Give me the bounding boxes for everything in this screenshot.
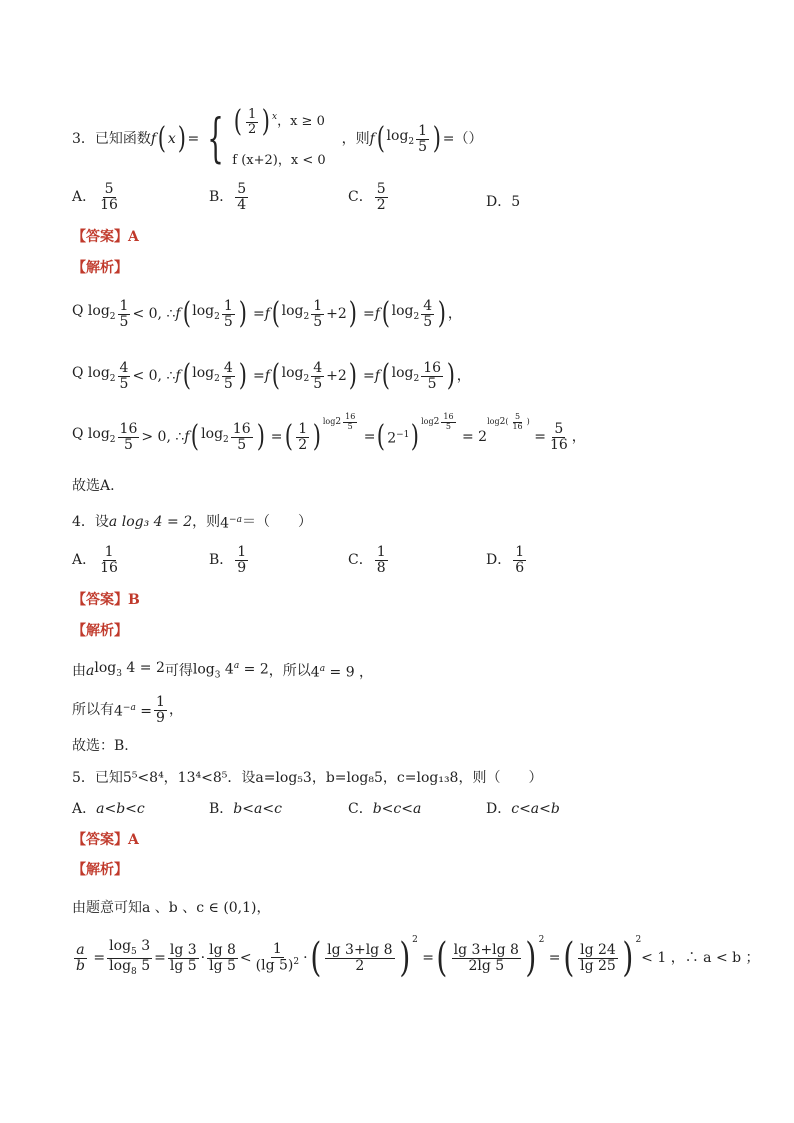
q3-step-3: Q $\log_2$ $\frac{16}{5}$ > 0, ∴ f ( $\log_2$ $\frac{16}{5}$ ) = ( $\frac{1}{2}$ ) log 2 $\frac{16}{5}$ = ( $2^{-1}$ ) log 2 $\frac{16}{5}$ = 2 log 2 ( $\frac{5}{16}$ ) = $\frac{5}{16}$ ， [72,412,586,454]
q5-analysis-label: 【解析】 [72,862,128,878]
q5-option-b[interactable]: B． b<a<c [209,801,282,817]
q4-conclusion: 故选：B. [72,738,129,754]
q4-option-a[interactable]: A． $\frac{1}{16}$ [72,544,118,576]
q4-option-b[interactable]: B． $\frac{1}{9}$ [209,544,247,576]
q3-stem: 3．已知函数 f ( x ) = { ( $\frac{1}{2}$ ) $^x$ ，x ≥ 0 f (x+2)，x < 0 ，则 f ( $\log_2$ $\frac{1}{5}$ ) = （） [72,104,483,169]
q4-step-2: 所以有 $4^{-a}$ = $\frac{1}{9}$ ， [72,693,183,726]
q4-options [72,545,722,585]
q3-analysis-label: 【解析】 [72,260,128,276]
q5-option-d[interactable]: D． c<a<b [486,801,560,817]
q5-step-2: $\frac{a}{b}$ = $\frac{\log_5 3}{\log_8 5}$ = $\frac{\lg 3}{\lg 5}$ · $\frac{\lg 8}{\lg 5}$ < $\frac{1}{(\lg 5)^2}$ · ( $\frac{\lg 3+\lg 8}{2}$ ) $^2$ = ( $\frac{\lg 3+\lg 8}{2\lg 5}$ ) $^2$ = ( $\frac{\lg 24}{\lg 25}$ ) $^2$ < 1 ，∴ a < b ； [76,935,760,981]
q5-option-c[interactable]: C． b<c<a [348,801,422,817]
q4-analysis-label: 【解析】 [72,623,128,639]
q3-option-c[interactable]: C． $\frac{5}{2}$ [348,181,386,213]
q4-stem: 4．设 a log₃ 4 = 2 ，则 $4^{-a}$ ＝（ ） [72,513,312,532]
q3-option-d[interactable]: D． 5 [486,194,521,210]
q3-step-1: Q $\log_2$ $\frac{1}{5}$ < 0, ∴ f ( $\log_2$ $\frac{1}{5}$ ) = f ( $\log_2$ $\frac{1}{5}$ +2 ) = f ( $\log_2$ $\frac{4}{5}$ ) ， [72,296,462,331]
piecewise-brace: { [207,109,225,169]
piecewise-function: ( $\frac{1}{2}$ ) $^x$ ，x ≥ 0 f (x+2)，x < 0 [232,104,326,168]
q4-step-1: 由 a $\log_3 4 = 2$ 可得 $\log_3 4^a = 2$ ，所以 $4^a = 9$ ， [72,659,374,681]
q3-step-2: Q $\log_2$ $\frac{4}{5}$ < 0, ∴ f ( $\log_2$ $\frac{4}{5}$ ) = f ( $\log_2$ $\frac{4}{5}$ +2 ) = f ( $\log_2$ $\frac{16}{5}$ ) ， [72,358,471,393]
q3-options [72,182,722,222]
q5-answer: 【答案】A [72,832,139,848]
q5-options [72,799,722,821]
q4-answer: 【答案】B [72,592,140,608]
q4-option-c[interactable]: C． $\frac{1}{8}$ [348,544,386,576]
q4-option-d[interactable]: D． $\frac{1}{6}$ [486,544,525,576]
q5-option-a[interactable]: A． a<b<c [72,801,145,817]
q3-answer: 【答案】A [72,229,139,245]
q3-stem-pre: 3．已知函数 [72,131,151,147]
q3-conclusion: 故选A. [72,478,115,494]
q3-option-b[interactable]: B． $\frac{5}{4}$ [209,181,247,213]
q3-option-a[interactable]: A． $\frac{5}{16}$ [72,181,118,213]
q5-stem: 5．已知5⁵<8⁴，13⁴<8⁵．设a=log₅3，b=log₈5，c=log₁₃8，则（ ） [72,770,543,786]
q5-step-1: 由题意可知a 、b 、c ∈ (0,1)， [72,900,271,916]
